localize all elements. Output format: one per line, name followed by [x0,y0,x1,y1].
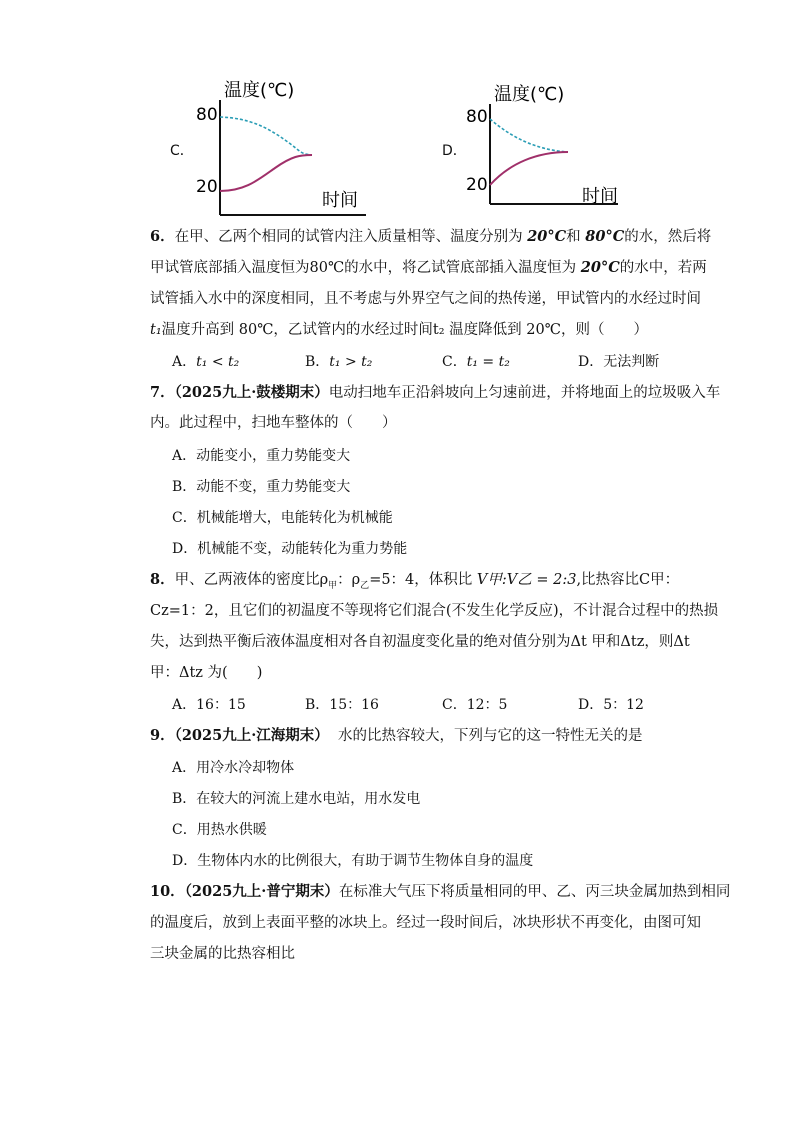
q6-line-3: 试管插入水中的深度相同，且不考虑与外界空气之间的热传递，甲试管内的水经过时间 [150,291,701,307]
q7-option-b[interactable]: B．动能不变，重力势能变大 [172,479,351,495]
q8-option-a[interactable]: A．16：15 [172,697,246,713]
q6-option-c[interactable]: C．t₁ = t₂ [442,354,510,370]
q9-option-d[interactable]: D．生物体内水的比例很大，有助于调节生物体自身的温度 [172,853,534,869]
graph-c-x-label: 时间 [322,190,358,211]
q6-option-b[interactable]: B．t₁ > t₂ [305,354,373,370]
graph-d-y-label: 温度(℃) [494,84,565,105]
q6-option-d[interactable]: D．无法判断 [578,354,660,370]
graph-c-y-bottom: 20 [196,177,218,197]
q10-line-3: 三块金属的比热容相比 [150,946,295,962]
graph-c [190,76,370,221]
q10-source: （2025九上·普宁期末） [184,883,339,900]
q8-option-c[interactable]: C．12：5 [442,697,508,713]
graph-c-y-label: 温度(℃) [224,80,295,101]
q9-option-a[interactable]: A．用冷水冷却物体 [172,760,295,776]
q8-line-2: Cz=1：2，且它们的初温度不等现将它们混合(不发生化学反应)，不计混合过程中的热损 [150,603,719,619]
q10-line-2: 的温度后，放到上表面平整的冰块上。经过一段时间后，冰块形状不再变化，由图可知 [150,915,701,931]
q9-line-1: 9．（2025九上·江海期末） 水的比热容较大，下列与它的这一特性无关的是 [150,727,643,744]
graph-d-y-top: 80 [466,107,488,127]
q8-option-d[interactable]: D．5：12 [578,697,644,713]
q10-number: 10． [150,883,185,900]
q9-option-b[interactable]: B．在较大的河流上建水电站，用水发电 [172,791,421,807]
q6-line-4: t₁温度升高到 80℃，乙试管内的水经过时间t₂ 温度降低到 20℃，则（ ） [150,322,648,338]
q8-line-3: 失，达到热平衡后液体温度相对各自初温度变化量的绝对值分别为Δt 甲和Δtz，则Δt [150,634,690,650]
q9-number: 9． [150,727,175,744]
q9-option-c[interactable]: C．用热水供暖 [172,822,267,838]
graph-c-cold-curve [220,155,312,191]
q7-number: 7． [150,384,175,401]
option-c-label: C． [170,143,194,159]
q8-option-b[interactable]: B．15：16 [305,697,379,713]
graph-d-y-bottom: 20 [466,175,488,195]
q7-line-1: 7．（2025九上·鼓楼期末）电动扫地车正沿斜坡向上匀速前进，并将地面上的垃圾吸入车 [150,384,721,401]
option-d-label: D． [442,143,467,159]
graph-d [462,80,622,210]
q10-line-1: 10．（2025九上·普宁期末）在标准大气压下将质量相同的甲、乙、丙三块金属加热到相同 [150,883,731,900]
graph-c-y-top: 80 [196,105,218,125]
graph-d-cold-curve [490,152,568,185]
graph-d-x-label: 时间 [582,186,618,207]
q7-line-2: 内。此过程中，扫地车整体的（ ） [150,415,397,431]
q8-line-4: 甲：Δtz 为( ) [150,665,263,681]
q6-number: 6． [150,228,175,245]
q8-number: 8． [150,571,175,588]
q6-option-a[interactable]: A．t₁ < t₂ [172,354,240,370]
graph-d-hot-curve [490,119,568,152]
q7-option-a[interactable]: A．动能变小，重力势能变大 [172,448,351,464]
q7-option-d[interactable]: D．机械能不变，动能转化为重力势能 [172,541,408,557]
q6-line-1: 6．在甲、乙两个相同的试管内注入质量相等、温度分别为 20°C和 80°C的水，然后将 [150,228,712,245]
q6-line-2: 甲试管底部插入温度恒为80℃的水中，将乙试管底部插入温度恒为 20°C的水中，若两 [150,259,707,276]
q7-source: （2025九上·鼓楼期末） [174,384,329,401]
q7-option-c[interactable]: C．机械能增大，电能转化为机械能 [172,510,393,526]
q8-line-1: 8．甲、乙两液体的密度比$\rho_甲$：$\rho_乙=5$：4，体积比 V甲:V乙 = 2:3,比热容比C甲： [150,571,680,591]
graph-c-hot-curve [220,117,312,155]
q9-source: （2025九上·江海期末） [174,727,329,744]
